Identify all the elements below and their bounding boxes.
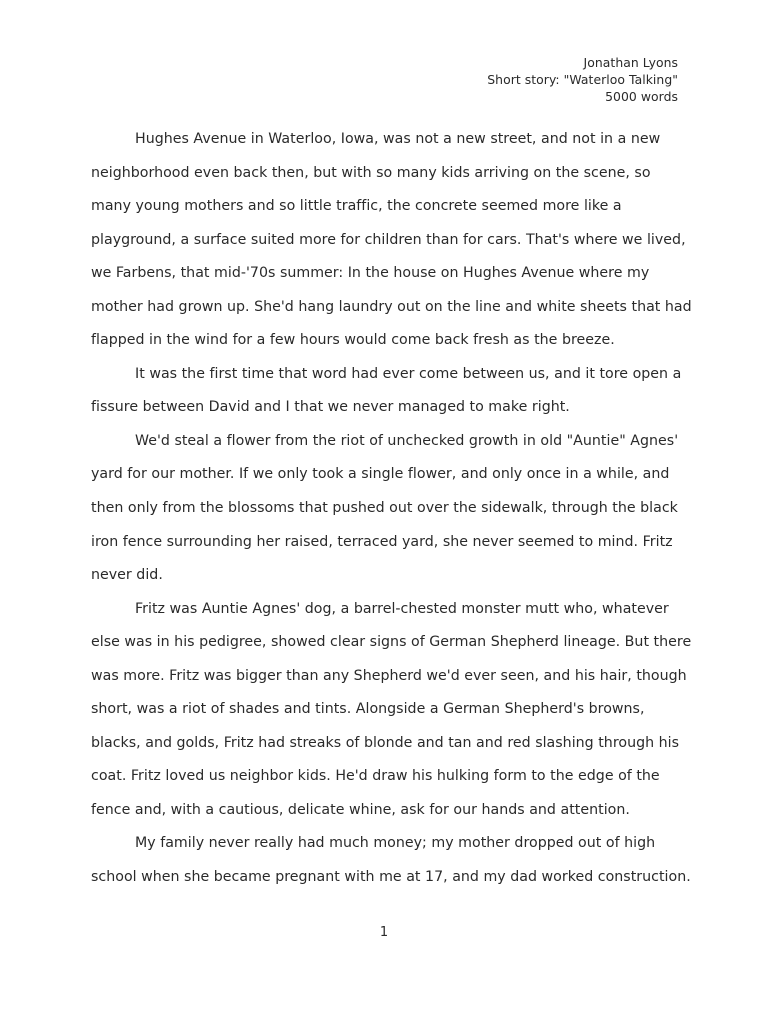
paragraph-line: fissure between David and I that we never managed to make right. [91, 399, 570, 415]
paragraph-line: else was in his pedigree, showed clear signs of German Shepherd lineage. But there [91, 634, 692, 650]
paragraph-line: coat. Fritz loved us neighbor kids. He'd draw his hulking form to the edge of the [91, 768, 660, 784]
paragraph-line: was more. Fritz was bigger than any Shepherd we'd ever seen, and his hair, though [91, 668, 687, 684]
paragraph-line: We'd steal a flower from the riot of unchecked growth in old "Auntie" Agnes' [135, 433, 679, 449]
paragraph-line: flapped in the wind for a few hours would come back fresh as the breeze. [91, 332, 615, 348]
paragraph-line: playground, a surface suited more for children than for cars. That's where we lived, [91, 232, 686, 248]
paragraph-line: blacks, and golds, Fritz had streaks of blonde and tan and red slashing through his [91, 735, 680, 751]
author-name: Jonathan Lyons [583, 55, 678, 70]
paragraph-line: Hughes Avenue in Waterloo, Iowa, was not a new street, and not in a new [135, 131, 661, 147]
paragraph-line: My family never really had much money; my mother dropped out of high [135, 835, 656, 851]
paragraph-line: fence and, with a cautious, delicate whine, ask for our hands and attention. [91, 802, 630, 818]
paragraph-line: It was the first time that word had ever come between us, and it tore open a [135, 366, 682, 382]
paragraph-line: neighborhood even back then, but with so many kids arriving on the scene, so [91, 165, 651, 181]
paragraph-line: Fritz was Auntie Agnes' dog, a barrel-chested monster mutt who, whatever [135, 601, 669, 617]
paragraph-line: iron fence surrounding her raised, terraced yard, she never seemed to mind. Fritz [91, 534, 673, 550]
word-count: 5000 words [605, 89, 678, 104]
paragraph-line: many young mothers and so little traffic, the concrete seemed more like a [91, 198, 622, 214]
story-title: Short story: "Waterloo Talking" [487, 72, 678, 87]
paragraph-line: never did. [91, 567, 163, 583]
page-number: 1 [379, 925, 389, 940]
paragraph-line: mother had grown up. She'd hang laundry out on the line and white sheets that had [91, 299, 692, 315]
paragraph-line: school when she became pregnant with me at 17, and my dad worked construction. [91, 869, 691, 885]
paragraph-line: then only from the blossoms that pushed out over the sidewalk, through the black [91, 500, 678, 516]
paragraph-line: we Farbens, that mid-'70s summer: In the house on Hughes Avenue where my [91, 265, 650, 281]
paragraph-line: yard for our mother. If we only took a single flower, and only once in a while, and [91, 466, 670, 482]
paragraph-line: short, was a riot of shades and tints. Alongside a German Shepherd's browns, [91, 701, 645, 717]
page-header [487, 54, 678, 105]
